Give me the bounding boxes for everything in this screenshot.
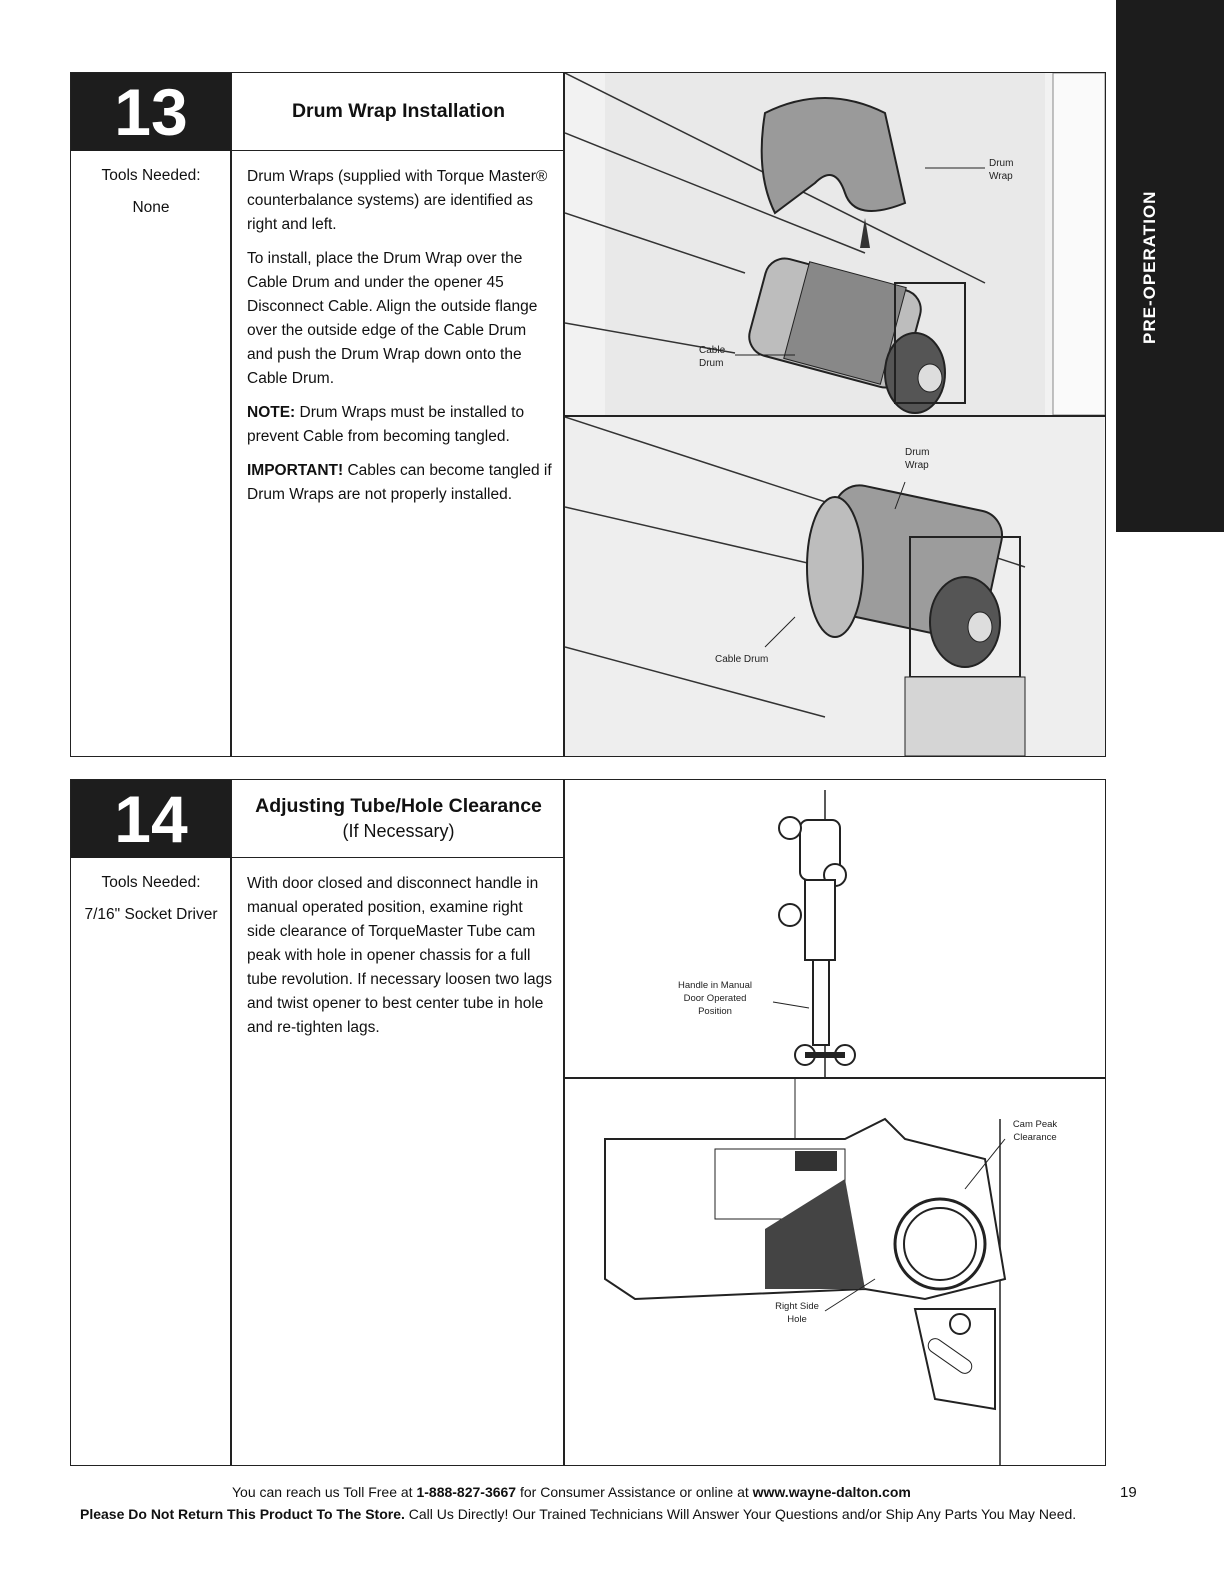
callout-right-hole-2: Hole bbox=[787, 1314, 807, 1325]
callout-drum-wrap-1: Drum bbox=[905, 447, 930, 458]
important-text: Cables can become tangled if Drum Wraps are not properly installed. bbox=[247, 462, 552, 504]
callout-drum-wrap-2: Wrap bbox=[905, 460, 929, 471]
step-subtitle: (If Necessary) bbox=[342, 821, 455, 841]
footer-phone: 1-888-827-3667 bbox=[416, 1484, 517, 1500]
footer-return-line bbox=[80, 1506, 1076, 1522]
footer-contact-line bbox=[232, 1484, 911, 1500]
callout-cable-drum-2: Drum bbox=[699, 358, 724, 369]
callout-cable-drum: Cable Drum bbox=[715, 654, 769, 665]
callout-right-hole-1: Right Side bbox=[775, 1301, 819, 1312]
footer-text: for Consumer Assistance or online at bbox=[516, 1484, 753, 1500]
callout-handle-1: Handle in Manual bbox=[678, 980, 752, 991]
note-text: Drum Wraps must be installed to prevent Cable from becoming tangled. bbox=[247, 404, 525, 446]
paragraph: With door closed and disconnect handle in manual operated position, examine right side clearance of TorqueMaster Tube cam peak with hole in opener chassis for a full tube revolution. If necessary loosen two lags and twist opener to best center tube in hole and re-tighten lags. bbox=[247, 875, 553, 1037]
callout-drum-wrap-1: Drum bbox=[989, 158, 1014, 169]
step-14-panel bbox=[70, 779, 1106, 1466]
section-tab-label: PRE-OPERATION bbox=[1140, 190, 1159, 344]
callout-drum-wrap-2: Wrap bbox=[989, 171, 1013, 182]
step-title-block bbox=[231, 780, 565, 858]
step-title: Drum Wrap Installation bbox=[231, 73, 565, 151]
note-label: NOTE: bbox=[247, 404, 296, 422]
step-13-panel bbox=[70, 72, 1106, 757]
footer-website: www.wayne-dalton.com bbox=[752, 1484, 911, 1500]
footer-text: You can reach us Toll Free at bbox=[232, 1484, 417, 1500]
callout-cam-peak-1: Cam Peak bbox=[1012, 1119, 1058, 1130]
tools-needed bbox=[71, 872, 231, 937]
drum-wrap-figure-2 bbox=[565, 417, 1105, 756]
tools-value: None bbox=[132, 199, 170, 217]
tools-value: 7/16" Socket Driver bbox=[84, 906, 218, 924]
callout-cable-drum-1: Cable bbox=[699, 345, 726, 356]
callout-handle-2: Door Operated bbox=[683, 993, 747, 1004]
step-title: Adjusting Tube/Hole Clearance bbox=[255, 795, 542, 817]
step-number: 14 bbox=[71, 780, 231, 858]
tools-label: Tools Needed: bbox=[101, 874, 201, 891]
handle-figure bbox=[565, 780, 1105, 1077]
footer-warning: Please Do Not Return This Product To The Store. bbox=[80, 1506, 405, 1522]
footer-text: Call Us Directly! Our Trained Technicians Will Answer Your Questions and/or Ship Any Parts You May Need. bbox=[404, 1506, 1077, 1522]
tools-needed bbox=[71, 165, 231, 230]
page-number: 19 bbox=[1120, 1484, 1137, 1501]
important-label: IMPORTANT! bbox=[247, 462, 344, 480]
tools-label: Tools Needed: bbox=[101, 167, 201, 184]
callout-handle-3: Position bbox=[698, 1006, 732, 1017]
callout-cam-peak-2: Clearance bbox=[1013, 1132, 1057, 1143]
important bbox=[247, 459, 555, 507]
note bbox=[247, 401, 555, 449]
step-number: 13 bbox=[71, 73, 231, 151]
paragraph: Drum Wraps (supplied with Torque Master® counterbalance systems) are identified as right and left. bbox=[247, 168, 548, 234]
step-instructions bbox=[247, 872, 555, 1050]
drum-wrap-figure-1 bbox=[565, 73, 1105, 415]
step-instructions bbox=[247, 165, 555, 517]
paragraph: To install, place the Drum Wrap over the Cable Drum and under the opener 45 Disconnect Cable. Align the outside flange over the outside edge of the Cable Drum and push the Drum Wrap down onto the Cable Drum. bbox=[247, 250, 538, 388]
chassis-figure bbox=[565, 1079, 1105, 1465]
